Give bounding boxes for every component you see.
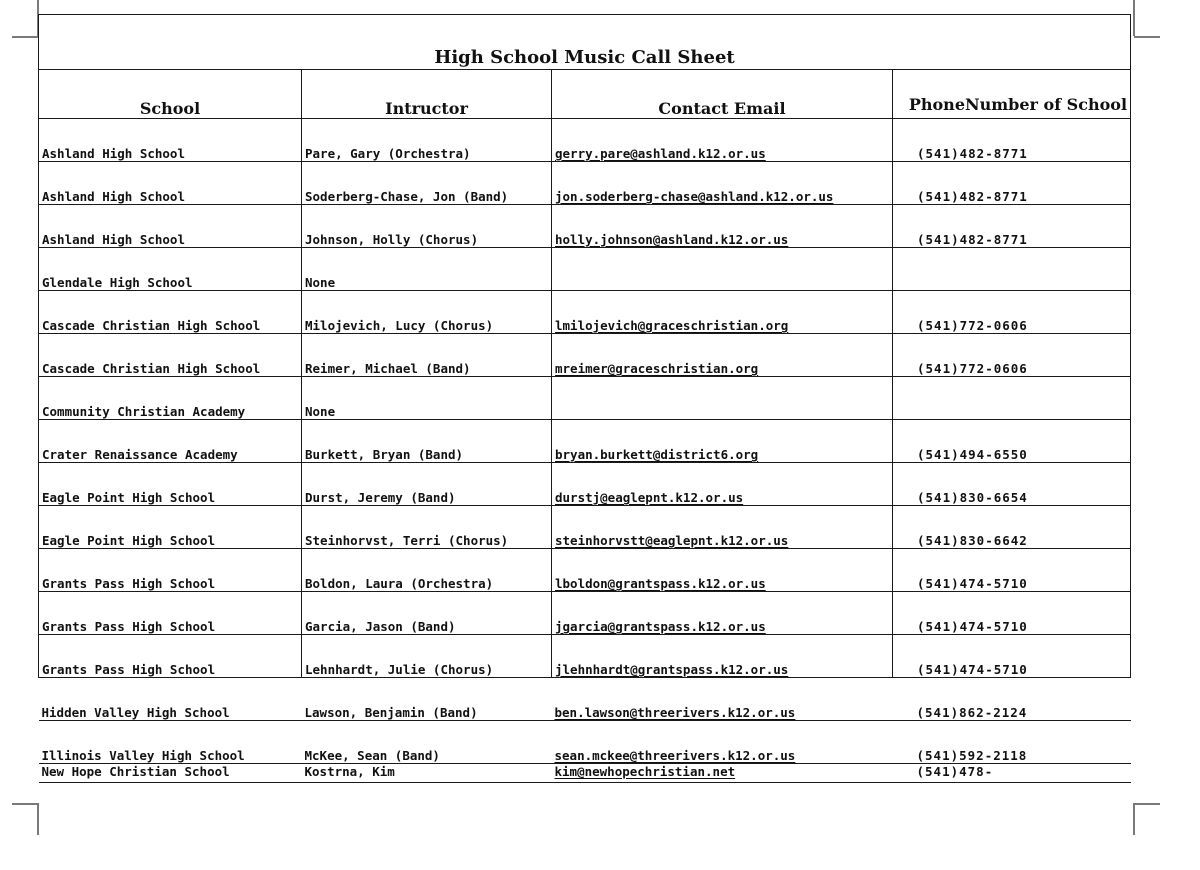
crop-mark-top-left	[12, 36, 38, 38]
table-row	[39, 205, 1131, 248]
email-cell: gerry.pare@ashland.k12.or.us	[552, 119, 893, 162]
table-row	[39, 549, 1131, 592]
table-row	[39, 463, 1131, 506]
email-cell	[552, 377, 893, 420]
school-cell: Ashland High School	[39, 205, 302, 248]
phone-cell: (541)494-6550	[893, 420, 1131, 463]
table-row	[39, 678, 1131, 721]
email-cell: mreimer@graceschristian.org	[552, 334, 893, 377]
instructor-cell: Soderberg-Chase, Jon (Band)	[302, 162, 552, 205]
phone-cell: (541)830-6642	[893, 506, 1131, 549]
email-cell: steinhorvstt@eaglepnt.k12.or.us	[552, 506, 893, 549]
instructor-cell: Burkett, Bryan (Band)	[302, 420, 552, 463]
school-cell: Glendale High School	[39, 248, 302, 291]
email-cell: holly.johnson@ashland.k12.or.us	[552, 205, 893, 248]
email-cell: jon.soderberg-chase@ashland.k12.or.us	[552, 162, 893, 205]
sheet-title: High School Music Call Sheet	[39, 15, 1131, 70]
table-row	[39, 506, 1131, 549]
school-cell: New Hope Christian School	[39, 764, 302, 783]
phone-cell: (541)862-2124	[893, 678, 1131, 721]
school-cell: Community Christian Academy	[39, 377, 302, 420]
table-row	[39, 334, 1131, 377]
table-row	[39, 592, 1131, 635]
crop-mark-top-right	[1134, 36, 1160, 38]
phone-cell: (541)482-8771	[893, 205, 1131, 248]
phone-cell: (541)830-6654	[893, 463, 1131, 506]
table-row	[39, 420, 1131, 463]
email-cell: sean.mckee@threerivers.k12.or.us	[552, 721, 893, 764]
phone-cell	[893, 377, 1131, 420]
instructor-cell: McKee, Sean (Band)	[302, 721, 552, 764]
table-row	[39, 721, 1131, 764]
school-cell: Illinois Valley High School	[39, 721, 302, 764]
email-cell: ben.lawson@threerivers.k12.or.us	[552, 678, 893, 721]
table-row	[39, 248, 1131, 291]
instructor-cell: Lawson, Benjamin (Band)	[302, 678, 552, 721]
school-cell: Cascade Christian High School	[39, 334, 302, 377]
crop-mark-bottom-left-v	[37, 803, 39, 835]
instructor-cell: Pare, Gary (Orchestra)	[302, 119, 552, 162]
table-row	[39, 162, 1131, 205]
phone-cell: (541)474-5710	[893, 549, 1131, 592]
phone-cell: (541)482-8771	[893, 119, 1131, 162]
email-cell: bryan.burkett@district6.org	[552, 420, 893, 463]
table-row	[39, 377, 1131, 420]
school-cell: Grants Pass High School	[39, 635, 302, 678]
crop-mark-bottom-right-v	[1133, 803, 1135, 835]
phone-cell: (541)474-5710	[893, 635, 1131, 678]
phone-cell: (541)482-8771	[893, 162, 1131, 205]
email-cell: lboldon@grantspass.k12.or.us	[552, 549, 893, 592]
instructor-cell: Milojevich, Lucy (Chorus)	[302, 291, 552, 334]
instructor-cell: Steinhorvst, Terri (Chorus)	[302, 506, 552, 549]
instructor-cell: Kostrna, Kim	[302, 764, 552, 783]
instructor-cell: Garcia, Jason (Band)	[302, 592, 552, 635]
table-body	[39, 119, 1131, 783]
email-cell: jlehnhardt@grantspass.k12.or.us	[552, 635, 893, 678]
header-school: School	[39, 70, 302, 119]
instructor-cell: Reimer, Michael (Band)	[302, 334, 552, 377]
email-cell: kim@newhopechristian.net	[552, 764, 893, 783]
phone-cell	[893, 248, 1131, 291]
school-cell: Ashland High School	[39, 162, 302, 205]
table-row	[39, 635, 1131, 678]
school-cell: Cascade Christian High School	[39, 291, 302, 334]
school-cell: Grants Pass High School	[39, 592, 302, 635]
email-cell	[552, 248, 893, 291]
phone-cell: (541)474-5710	[893, 592, 1131, 635]
crop-mark-bottom-right	[1134, 803, 1160, 805]
email-cell: jgarcia@grantspass.k12.or.us	[552, 592, 893, 635]
phone-cell: (541)772-0606	[893, 334, 1131, 377]
instructor-cell: Johnson, Holly (Chorus)	[302, 205, 552, 248]
school-cell: Eagle Point High School	[39, 506, 302, 549]
instructor-cell: None	[302, 377, 552, 420]
crop-mark-top-right-v	[1133, 0, 1135, 36]
table-row	[39, 119, 1131, 162]
header-row	[39, 70, 1131, 119]
instructor-cell: Boldon, Laura (Orchestra)	[302, 549, 552, 592]
school-cell: Crater Renaissance Academy	[39, 420, 302, 463]
school-cell: Eagle Point High School	[39, 463, 302, 506]
school-cell: Hidden Valley High School	[39, 678, 302, 721]
email-cell: durstj@eaglepnt.k12.or.us	[552, 463, 893, 506]
instructor-cell: None	[302, 248, 552, 291]
header-phone: PhoneNumber of School	[893, 70, 1131, 119]
school-cell: Grants Pass High School	[39, 549, 302, 592]
phone-cell: (541)478-	[893, 764, 1131, 783]
phone-cell: (541)592-2118	[893, 721, 1131, 764]
phone-cell: (541)772-0606	[893, 291, 1131, 334]
table-row	[39, 291, 1131, 334]
email-cell: lmilojevich@graceschristian.org	[552, 291, 893, 334]
call-sheet-table	[38, 14, 1131, 783]
table-row	[39, 764, 1131, 783]
school-cell: Ashland High School	[39, 119, 302, 162]
header-email: Contact Email	[552, 70, 893, 119]
instructor-cell: Lehnhardt, Julie (Chorus)	[302, 635, 552, 678]
header-instructor: Intructor	[302, 70, 552, 119]
crop-mark-bottom-left	[12, 803, 38, 805]
instructor-cell: Durst, Jeremy (Band)	[302, 463, 552, 506]
